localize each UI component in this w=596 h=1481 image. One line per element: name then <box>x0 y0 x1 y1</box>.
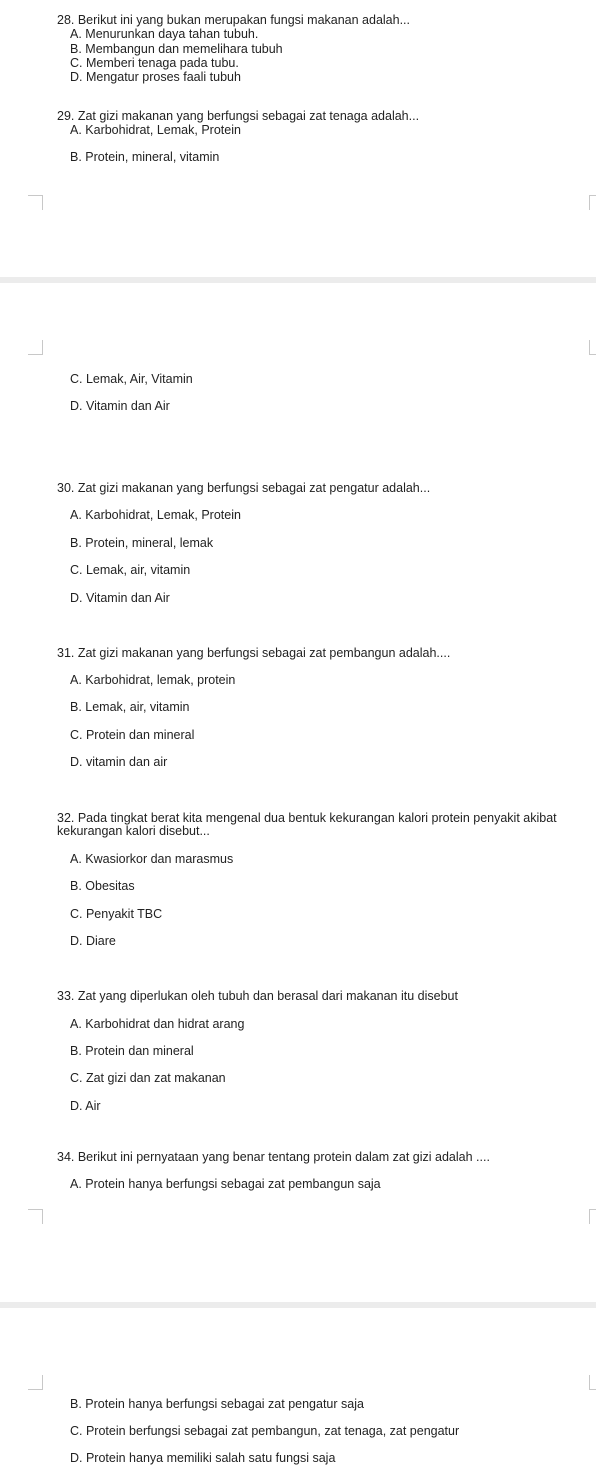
option-32-d: D. Diare <box>70 934 116 948</box>
option-31-a: A. Karbohidrat, lemak, protein <box>70 673 236 687</box>
option-28-d: D. Mengatur proses faali tubuh <box>70 70 241 84</box>
crop-mark <box>589 1375 596 1390</box>
option-28-b: B. Membangun dan memelihara tubuh <box>70 42 283 56</box>
option-29-c: C. Lemak, Air, Vitamin <box>70 372 193 386</box>
option-33-b: B. Protein dan mineral <box>70 1044 194 1058</box>
crop-mark <box>589 1209 596 1224</box>
page-break <box>0 277 596 283</box>
crop-mark <box>28 195 43 210</box>
crop-mark <box>589 340 596 355</box>
option-28-c: C. Memberi tenaga pada tubu. <box>70 56 239 70</box>
question-28: 28. Berikut ini yang bukan merupakan fungsi makanan adalah... <box>57 13 411 27</box>
option-33-d: D. Air <box>70 1099 101 1113</box>
option-30-b: B. Protein, mineral, lemak <box>70 536 214 550</box>
option-29-b: B. Protein, mineral, vitamin <box>70 150 220 164</box>
option-29-a: A. Karbohidrat, Lemak, Protein <box>70 123 241 137</box>
option-34-d: D. Protein hanya memiliki salah satu fungsi saja <box>70 1451 336 1465</box>
option-30-d: D. Vitamin dan Air <box>70 591 170 605</box>
option-29-d: D. Vitamin dan Air <box>70 399 170 413</box>
question-31: 31. Zat gizi makanan yang berfungsi sebagai zat pembangun adalah.... <box>57 646 451 660</box>
option-34-a: A. Protein hanya berfungsi sebagai zat pembangun saja <box>70 1177 381 1191</box>
option-34-b: B. Protein hanya berfungsi sebagai zat pengatur saja <box>70 1397 364 1411</box>
option-31-b: B. Lemak, air, vitamin <box>70 700 190 714</box>
question-32: 32. Pada tingkat berat kita mengenal dua bentuk kekurangan kalori protein penyakit akibat kekurangan kalori disebut... <box>57 811 557 838</box>
option-30-a: A. Karbohidrat, Lemak, Protein <box>70 508 241 522</box>
option-30-c: C. Lemak, air, vitamin <box>70 563 191 577</box>
question-30: 30. Zat gizi makanan yang berfungsi sebagai zat pengatur adalah... <box>57 481 431 495</box>
crop-mark <box>28 1375 43 1390</box>
option-28-a: A. Menurunkan daya tahan tubuh. <box>70 27 259 41</box>
option-32-b: B. Obesitas <box>70 879 135 893</box>
option-34-c: C. Protein berfungsi sebagai zat pembangun, zat tenaga, zat pengatur <box>70 1424 460 1438</box>
crop-mark <box>28 1209 43 1224</box>
question-34: 34. Berikut ini pernyataan yang benar tentang protein dalam zat gizi adalah .... <box>57 1150 490 1164</box>
question-29: 29. Zat gizi makanan yang berfungsi sebagai zat tenaga adalah... <box>57 109 420 123</box>
page-break <box>0 1302 596 1308</box>
question-33: 33. Zat yang diperlukan oleh tubuh dan berasal dari makanan itu disebut <box>57 989 458 1003</box>
option-32-c: C. Penyakit TBC <box>70 907 163 921</box>
crop-mark <box>28 340 43 355</box>
option-31-d: D. vitamin dan air <box>70 755 168 769</box>
crop-mark <box>589 195 596 210</box>
option-31-c: C. Protein dan mineral <box>70 728 195 742</box>
option-32-a: A. Kwasiorkor dan marasmus <box>70 852 234 866</box>
option-33-a: A. Karbohidrat dan hidrat arang <box>70 1017 245 1031</box>
option-33-c: C. Zat gizi dan zat makanan <box>70 1071 226 1085</box>
